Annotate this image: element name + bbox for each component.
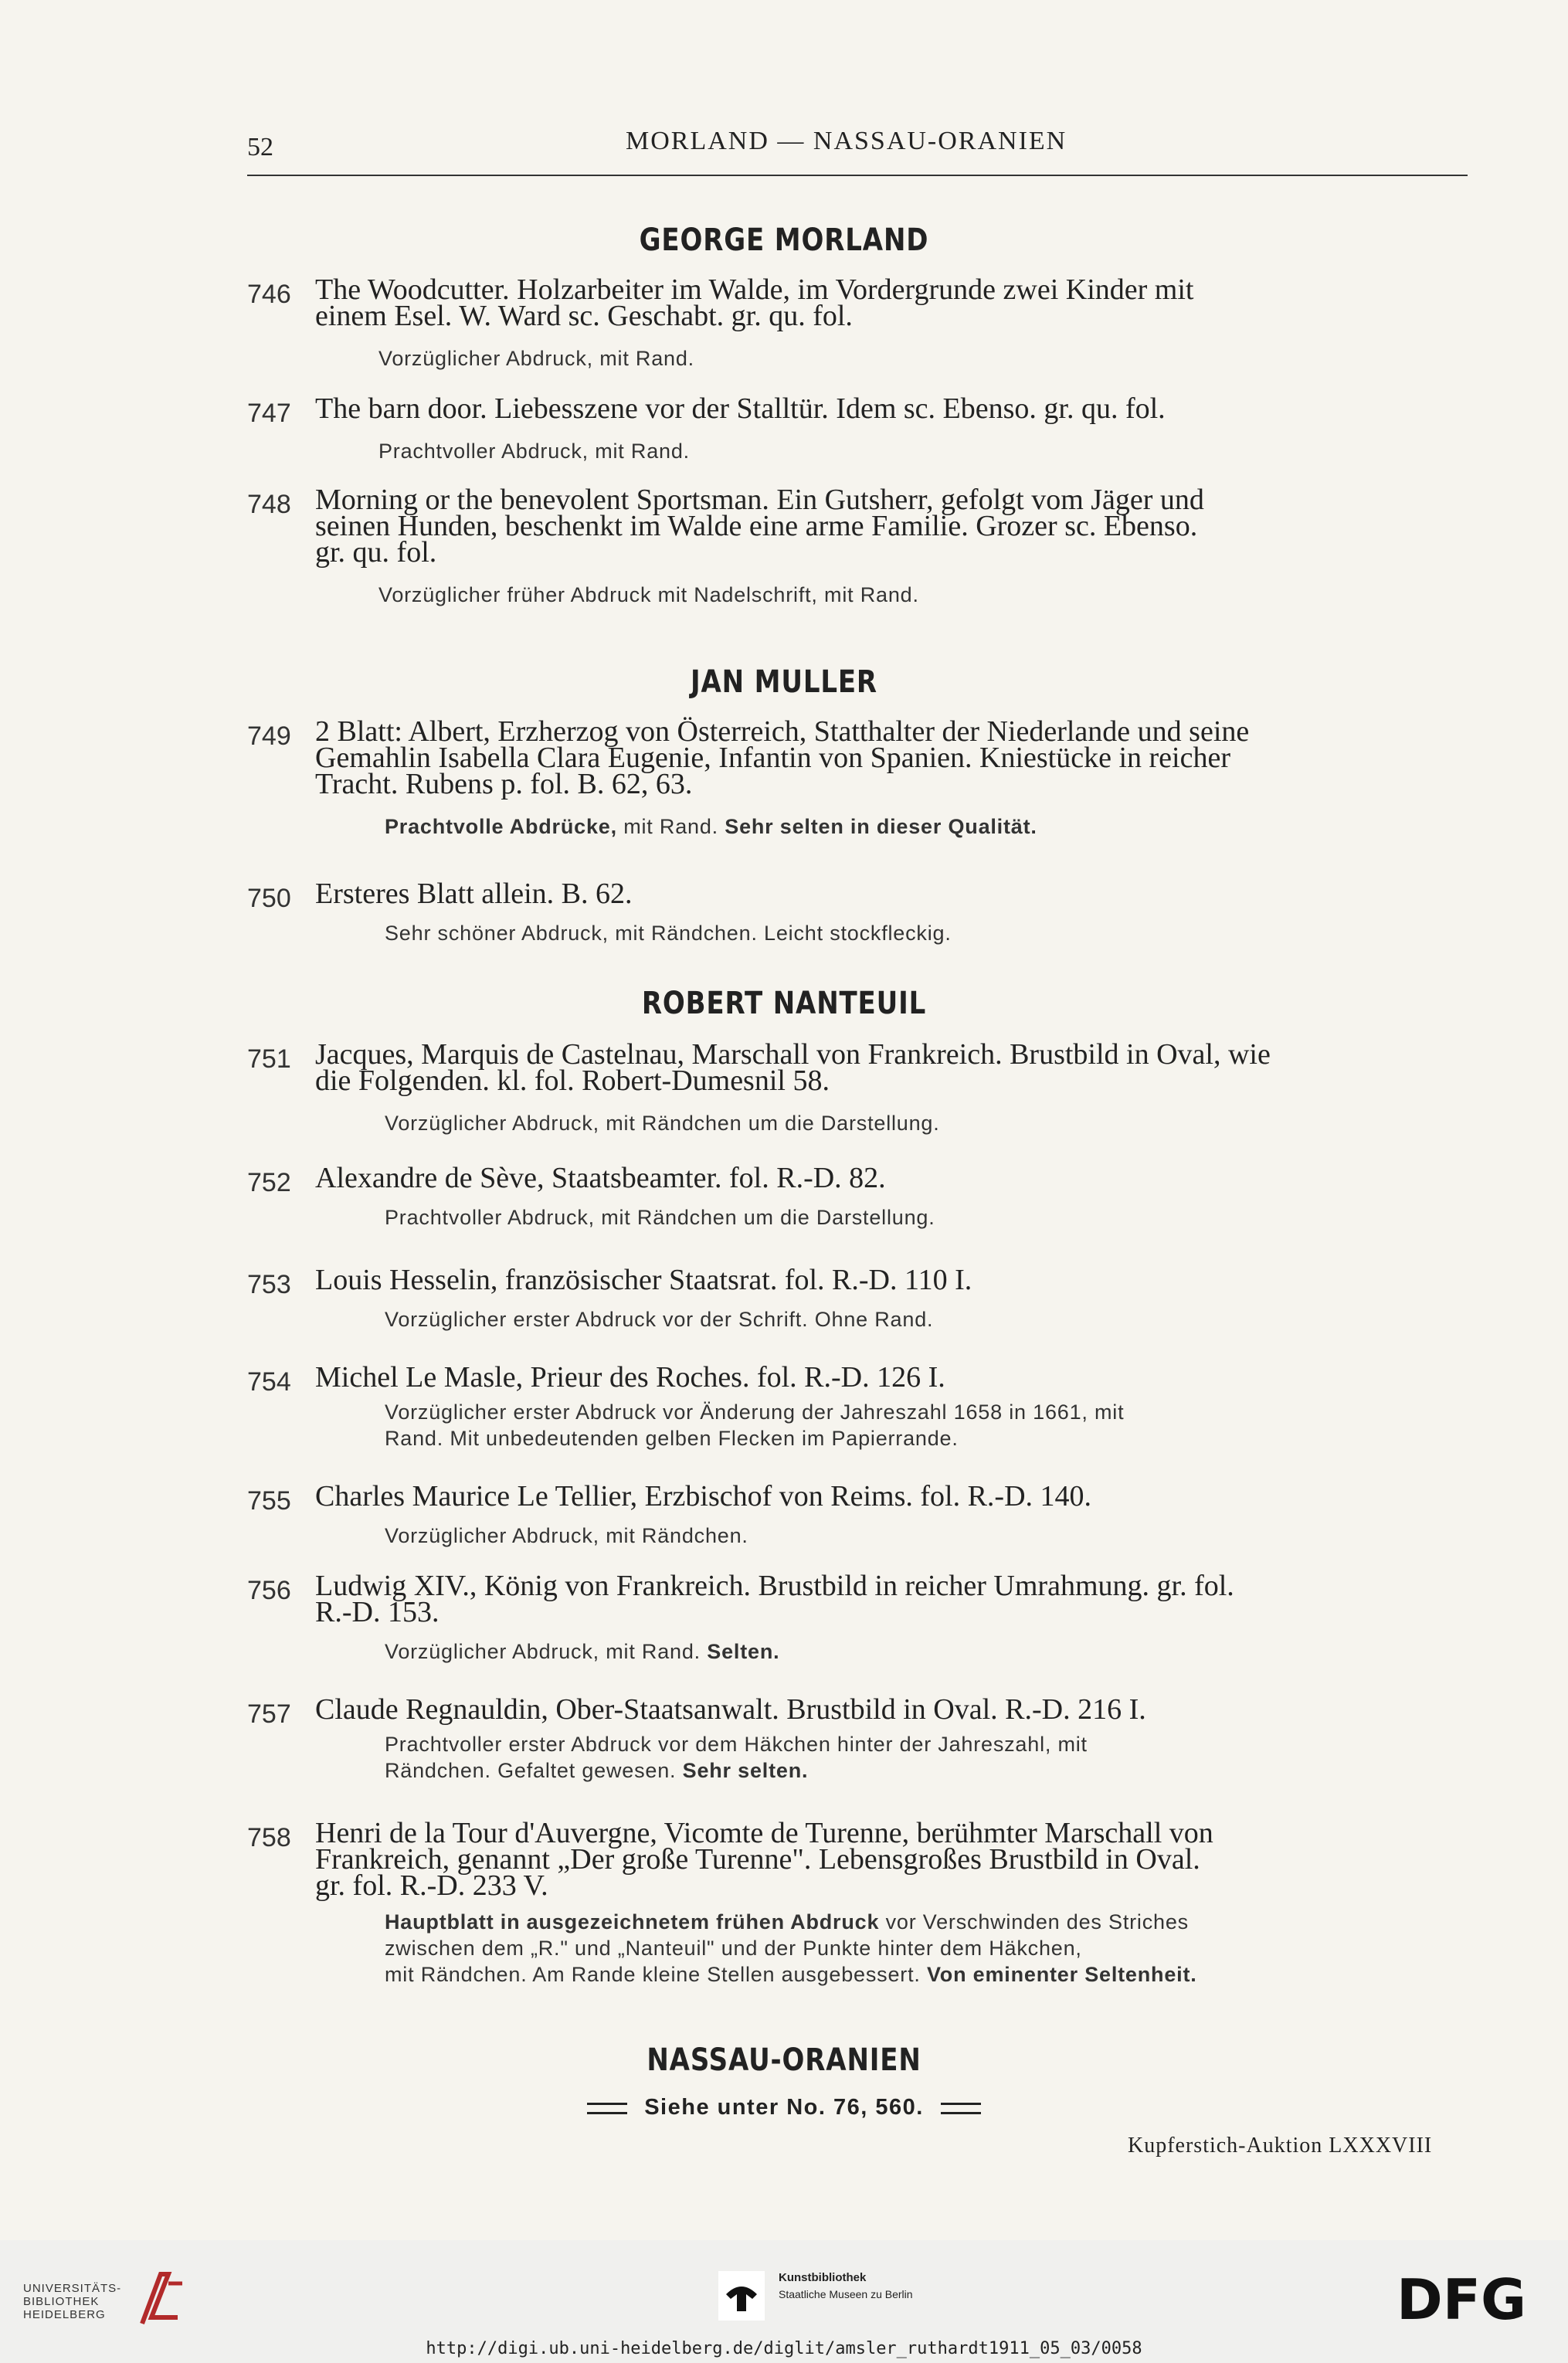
section-title-jan-muller: JAN MULLER bbox=[691, 664, 877, 700]
condition-note-text: Vorzüglicher Abdruck, mit Rand. bbox=[385, 1640, 708, 1663]
condition-note bbox=[385, 1758, 1481, 1783]
condition-note: Vorzüglicher früher Abdruck mit Nadelschrift, mit Rand. bbox=[378, 583, 919, 606]
museum-eagle-icon bbox=[718, 2271, 765, 2321]
condition-note: Prachtvoller erster Abdruck vor dem Häkchen hinter der Jahreszahl, mit bbox=[385, 1733, 1088, 1756]
double-rule-left bbox=[587, 2103, 627, 2114]
section-title-robert-nanteuil: ROBERT NANTEUIL bbox=[641, 986, 927, 1021]
page-number: 52 bbox=[247, 133, 273, 161]
condition-note bbox=[385, 1639, 1481, 1664]
header-rule bbox=[247, 175, 1468, 176]
entry-text-line: gr. fol. R.-D. 233 V. bbox=[315, 1869, 548, 1902]
condition-note: Prachtvoller Abdruck, mit Rändchen um die Darstellung. bbox=[385, 1206, 935, 1229]
entry-text-line: Louis Hesselin, französischer Staatsrat. fol. R.-D. 110 I. bbox=[315, 1264, 972, 1296]
entry-text-line: The Woodcutter. Holzarbeiter im Walde, im Vordergrunde zwei Kinder mit bbox=[315, 273, 1194, 306]
entry-number: 751 bbox=[247, 1044, 291, 1074]
entry-number: 747 bbox=[247, 399, 291, 428]
entry-text-line: Alexandre de Sève, Staatsbeamter. fol. R.-D. 82. bbox=[315, 1162, 886, 1194]
kunstbibliothek-title: Kunstbibliothek bbox=[779, 2271, 867, 2284]
running-title: MORLAND — NASSAU-ORANIEN bbox=[626, 127, 1067, 155]
entry-number: 748 bbox=[247, 490, 291, 519]
ub-logo-line: UNIVERSITÄTS- bbox=[23, 2282, 122, 2295]
condition-note-text: mit Rand. bbox=[616, 815, 725, 838]
entry-text-line: Michel Le Masle, Prieur des Roches. fol. R.-D. 126 I. bbox=[315, 1361, 945, 1394]
entry-number: 753 bbox=[247, 1270, 291, 1299]
condition-note-emphasis: Sehr selten in dieser Qualität. bbox=[725, 815, 1037, 838]
dfg-logo bbox=[1397, 2271, 1543, 2325]
entry-text-line: Gemahlin Isabella Clara Eugenie, Infantin von Spanien. Kniestücke in reicher bbox=[315, 742, 1230, 774]
condition-note-text: mit Rändchen. Am Rande kleine Stellen ausgebessert. bbox=[385, 1963, 927, 1986]
entry-text-line: Jacques, Marquis de Castelnau, Marschall von Frankreich. Brustbild in Oval, wie bbox=[315, 1038, 1271, 1071]
cross-reference bbox=[0, 2095, 1568, 2120]
condition-note-text: vor Verschwinden des Striches bbox=[879, 1910, 1189, 1934]
section-title-nassau-oranien: NASSAU-ORANIEN bbox=[647, 2042, 921, 2078]
entry-text-line: Tracht. Rubens p. fol. B. 62, 63. bbox=[315, 768, 693, 800]
condition-note: zwischen dem „R." und „Nanteuil" und der Punkte hinter dem Häkchen, bbox=[385, 1937, 1082, 1960]
condition-note: Vorzüglicher erster Abdruck vor Änderung der Jahreszahl 1658 in 1661, mit bbox=[385, 1400, 1125, 1424]
entry-text-line: The barn door. Liebesszene vor der Stalltür. Idem sc. Ebenso. gr. qu. fol. bbox=[315, 392, 1166, 425]
catalog-signature: Kupferstich-Auktion LXXXVIII bbox=[1128, 2134, 1433, 2158]
condition-note: Sehr schöner Abdruck, mit Rändchen. Leicht stockfleckig. bbox=[385, 922, 952, 945]
condition-note: Vorzüglicher erster Abdruck vor der Schrift. Ohne Rand. bbox=[385, 1308, 934, 1331]
kunstbibliothek-subtitle: Staatliche Museen zu Berlin bbox=[779, 2288, 913, 2300]
entry-text-line: Henri de la Tour d'Auvergne, Vicomte de Turenne, berühmter Marschall von bbox=[315, 1817, 1213, 1849]
entry-text-line: Claude Regnauldin, Ober-Staatsanwalt. Brustbild in Oval. R.-D. 216 I. bbox=[315, 1693, 1146, 1726]
entry-number: 758 bbox=[247, 1823, 291, 1852]
ub-logo-line: BIBLIOTHEK bbox=[23, 2295, 100, 2308]
entry-text-line: einem Esel. W. Ward sc. Geschabt. gr. qu. fol. bbox=[315, 300, 853, 332]
condition-note bbox=[385, 1910, 1481, 1934]
entry-number: 746 bbox=[247, 280, 291, 309]
condition-note-emphasis: Hauptblatt in ausgezeichnetem frühen Abdruck bbox=[385, 1910, 880, 1934]
condition-note: Vorzüglicher Abdruck, mit Rand. bbox=[378, 347, 694, 370]
condition-note-emphasis: Prachtvolle Abdrücke, bbox=[385, 815, 617, 838]
condition-note: Vorzüglicher Abdruck, mit Rändchen. bbox=[385, 1524, 748, 1547]
entry-text-line: 2 Blatt: Albert, Erzherzog von Österreich, Statthalter der Niederlande und seine bbox=[315, 715, 1250, 748]
condition-note-emphasis: Von eminenter Seltenheit. bbox=[926, 1963, 1197, 1986]
entry-text-line: R.-D. 153. bbox=[315, 1596, 440, 1628]
entry-text-line: Charles Maurice Le Tellier, Erzbischof von Reims. fol. R.-D. 140. bbox=[315, 1480, 1092, 1513]
entry-number: 750 bbox=[247, 884, 291, 913]
condition-note-emphasis: Sehr selten. bbox=[682, 1759, 809, 1782]
permalink-url[interactable]: http://digi.ub.uni-heidelberg.de/diglit/amsler_ruthardt1911_05_03/0058 bbox=[426, 2339, 1142, 2358]
entry-number: 756 bbox=[247, 1576, 291, 1605]
condition-note: Prachtvoller Abdruck, mit Rand. bbox=[378, 440, 690, 463]
ub-heidelberg-logo-text bbox=[23, 2282, 121, 2321]
section-title-george-morland: GEORGE MORLAND bbox=[639, 222, 929, 258]
condition-note: Vorzüglicher Abdruck, mit Rändchen um die Darstellung. bbox=[385, 1112, 940, 1135]
condition-note: Rand. Mit unbedeutenden gelben Flecken im Papierrande. bbox=[385, 1427, 959, 1450]
entry-text-line: gr. qu. fol. bbox=[315, 536, 437, 569]
entry-number: 749 bbox=[247, 721, 291, 751]
running-head bbox=[247, 127, 1468, 173]
entry-text-line: Ludwig XIV., König von Frankreich. Brustbild in reicher Umrahmung. gr. fol. bbox=[315, 1570, 1234, 1602]
ub-logo-line: HEIDELBERG bbox=[23, 2308, 106, 2321]
entry-text-line: Ersteres Blatt allein. B. 62. bbox=[315, 878, 633, 910]
entry-number: 752 bbox=[247, 1168, 291, 1197]
entry-number: 757 bbox=[247, 1699, 291, 1729]
condition-note-text: Rändchen. Gefaltet gewesen. bbox=[385, 1759, 683, 1782]
entry-text-line: die Folgenden. kl. fol. Robert-Dumesnil 58. bbox=[315, 1064, 830, 1097]
entry-text-line: Frankreich, genannt „Der große Turenne". Lebensgroßes Brustbild in Oval. bbox=[315, 1843, 1200, 1876]
ub-heidelberg-logo-icon bbox=[137, 2270, 187, 2330]
condition-note-emphasis: Selten. bbox=[707, 1640, 780, 1663]
dfg-logo-lettering: DFG bbox=[1397, 2271, 1527, 2325]
condition-note bbox=[385, 1962, 1481, 1987]
double-rule-right bbox=[941, 2103, 981, 2114]
digitization-footer bbox=[0, 2240, 1568, 2363]
entry-number: 755 bbox=[247, 1486, 291, 1516]
cross-reference-text: Siehe unter No. 76, 560. bbox=[644, 2095, 924, 2120]
entry-number: 754 bbox=[247, 1367, 291, 1397]
condition-note bbox=[385, 814, 1481, 839]
entry-text-line: Morning or the benevolent Sportsman. Ein Gutsherr, gefolgt vom Jäger und bbox=[315, 484, 1204, 516]
entry-text-line: seinen Hunden, beschenkt im Walde eine arme Familie. Grozer sc. Ebenso. bbox=[315, 510, 1198, 542]
